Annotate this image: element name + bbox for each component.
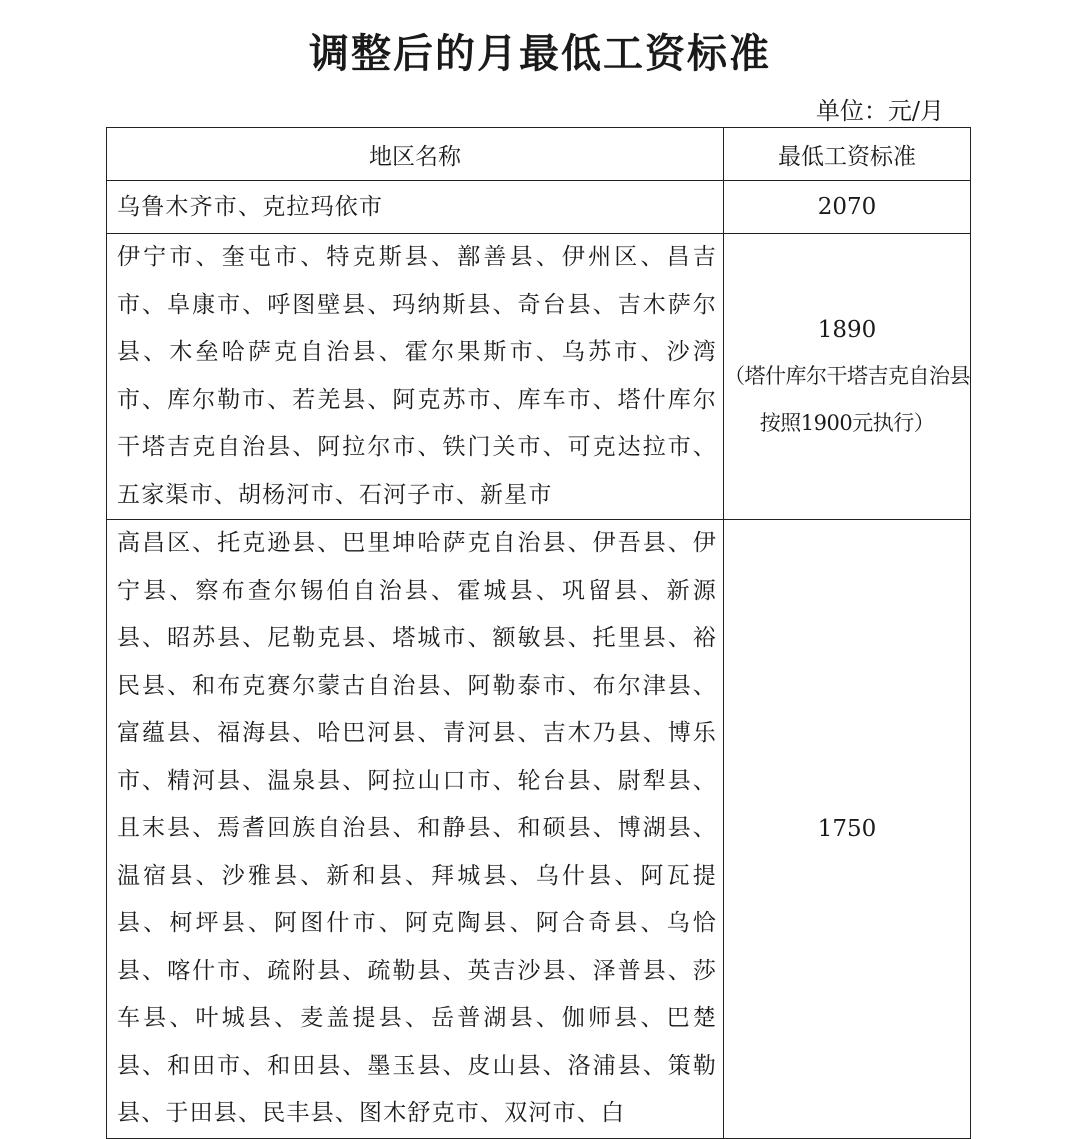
wage-table: [106, 127, 971, 1139]
region-list: 伊宁市、奎屯市、特克斯县、鄯善县、伊州区、昌吉市、阜康市、呼图壁县、玛纳斯县、奇台县、吉木萨尔县、木垒哈萨克自治县、霍尔果斯市、乌苏市、沙湾市、库尔勒市、若羌县、阿克苏市、库车市、塔什库尔干塔吉克自治县、阿拉尔市、铁门关市、可克达拉市、五家渠市、胡杨河市、石河子市、新星市: [107, 234, 724, 520]
wage-value: 1750: [724, 520, 971, 1139]
region-list: 高昌区、托克逊县、巴里坤哈萨克自治县、伊吾县、伊宁县、察布查尔锡伯自治县、霍城县、巩留县、新源县、昭苏县、尼勒克县、塔城市、额敏县、托里县、裕民县、和布克赛尔蒙古自治县、阿勒泰市、布尔津县、富蕴县、福海县、哈巴河县、青河县、吉木乃县、博乐市、精河县、温泉县、阿拉山口市、轮台县、尉犁县、且末县、焉耆回族自治县、和静县、和硕县、博湖县、温宿县、沙雅县、新和县、拜城县、乌什县、阿瓦提县、柯坪县、阿图什市、阿克陶县、阿合奇县、乌恰县、喀什市、疏附县、疏勒县、英吉沙县、泽普县、莎车县、叶城县、麦盖提县、岳普湖县、伽师县、巴楚县、和田市、和田县、墨玉县、皮山县、洛浦县、策勒县、于田县、民丰县、图木舒克市、双河市、白: [107, 520, 724, 1139]
wage-value: 1890: [817, 316, 877, 343]
table-row: [107, 520, 971, 1139]
wage-note: （塔什库尔干塔吉克自治县按照1900元执行）: [724, 363, 970, 435]
unit-label: 单位：元/月: [815, 97, 944, 125]
column-header-region: 地区名称: [107, 128, 724, 181]
table-header-row: [107, 128, 971, 181]
region-list: 乌鲁木齐市、克拉玛依市: [107, 181, 724, 234]
wage-cell: [724, 234, 971, 520]
table-row: [107, 181, 971, 234]
table-row: [107, 234, 971, 520]
column-header-wage: 最低工资标准: [724, 128, 971, 181]
wage-value: 2070: [724, 181, 971, 234]
page-title: 调整后的月最低工资标准: [309, 30, 771, 77]
